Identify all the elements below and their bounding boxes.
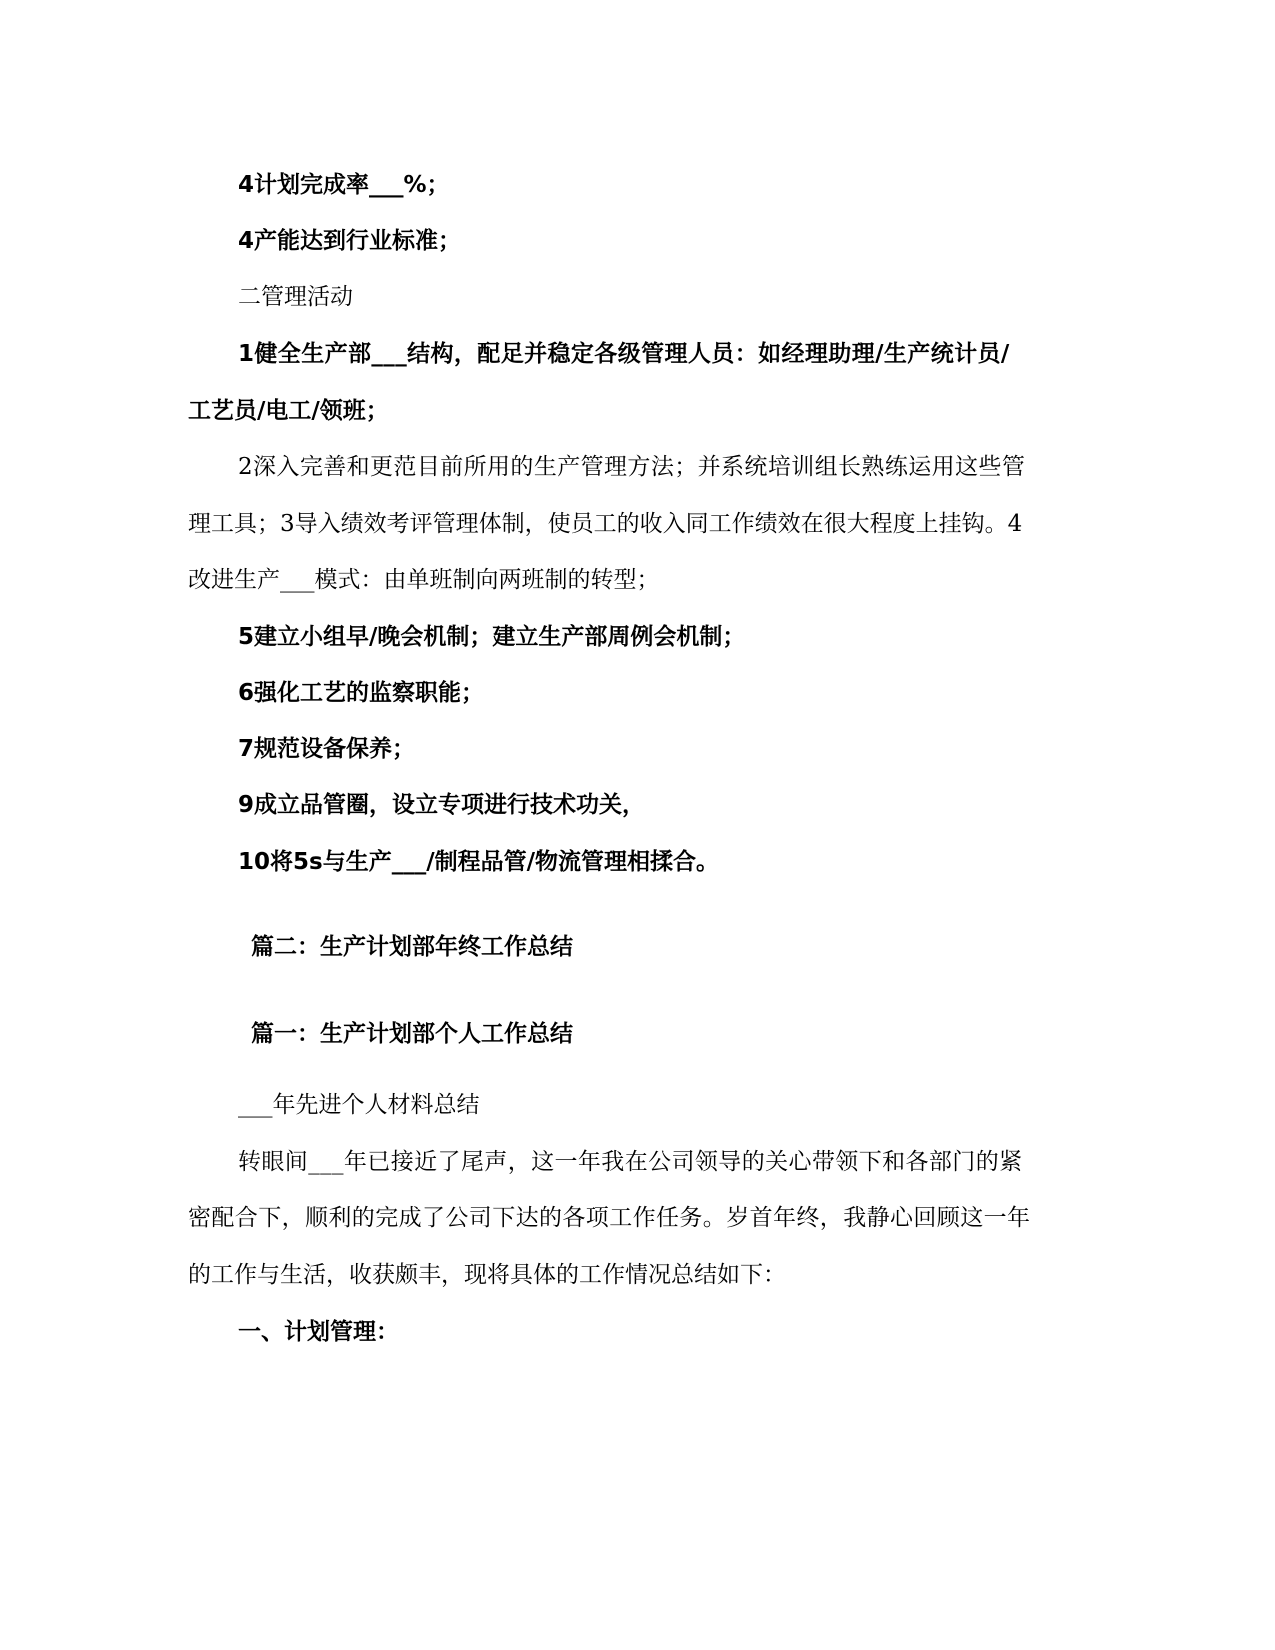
text-line: 工艺员/电工/领班； — [188, 398, 389, 424]
text-line: 7规范设备保养； — [238, 736, 416, 762]
text-line: 6强化工艺的监察职能； — [238, 680, 485, 706]
text-line: 10将5s与生产___/制程品管/物流管理相揉合。 — [238, 849, 720, 875]
body-line: 的工作与生活，收获颇丰，现将具体的工作情况总结如下： — [188, 1262, 786, 1288]
text-line: 2深入完善和更范目前所用的生产管理方法；并系统培训组长熟练运用这些管 — [238, 454, 1026, 480]
text-line: 改进生产___模式：由单班制向两班制的转型； — [188, 567, 660, 593]
text-line: 5建立小组早/晚会机制；建立生产部周例会机制； — [238, 624, 746, 650]
section-one-title: 篇一：生产计划部个人工作总结 — [251, 1021, 573, 1047]
text-line: 4产能达到行业标准； — [238, 228, 462, 254]
section-two-title: 篇二：生产计划部年终工作总结 — [251, 934, 573, 960]
text-line: 理工具；3导入绩效考评管理体制，使员工的收入同工作绩效在很大程度上挂钩。4 — [188, 511, 1023, 537]
subtitle: ___年先进个人材料总结 — [238, 1092, 480, 1118]
section-heading: 二管理活动 — [238, 284, 353, 310]
text-line: 9成立品管圈，设立专项进行技术功关， — [238, 792, 646, 818]
body-line: 密配合下，顺利的完成了公司下达的各项工作任务。岁首年终，我静心回顾这一年 — [188, 1205, 1031, 1231]
text-line: 1健全生产部___结构，配足并稳定各级管理人员：如经理助理/生产统计员/ — [238, 341, 1010, 367]
plan-heading: 一、计划管理： — [238, 1319, 399, 1345]
body-line: 转眼间___年已接近了尾声，这一年我在公司领导的关心带领下和各部门的紧 — [238, 1149, 1023, 1175]
text-line: 4计划完成率___%； — [238, 172, 450, 198]
